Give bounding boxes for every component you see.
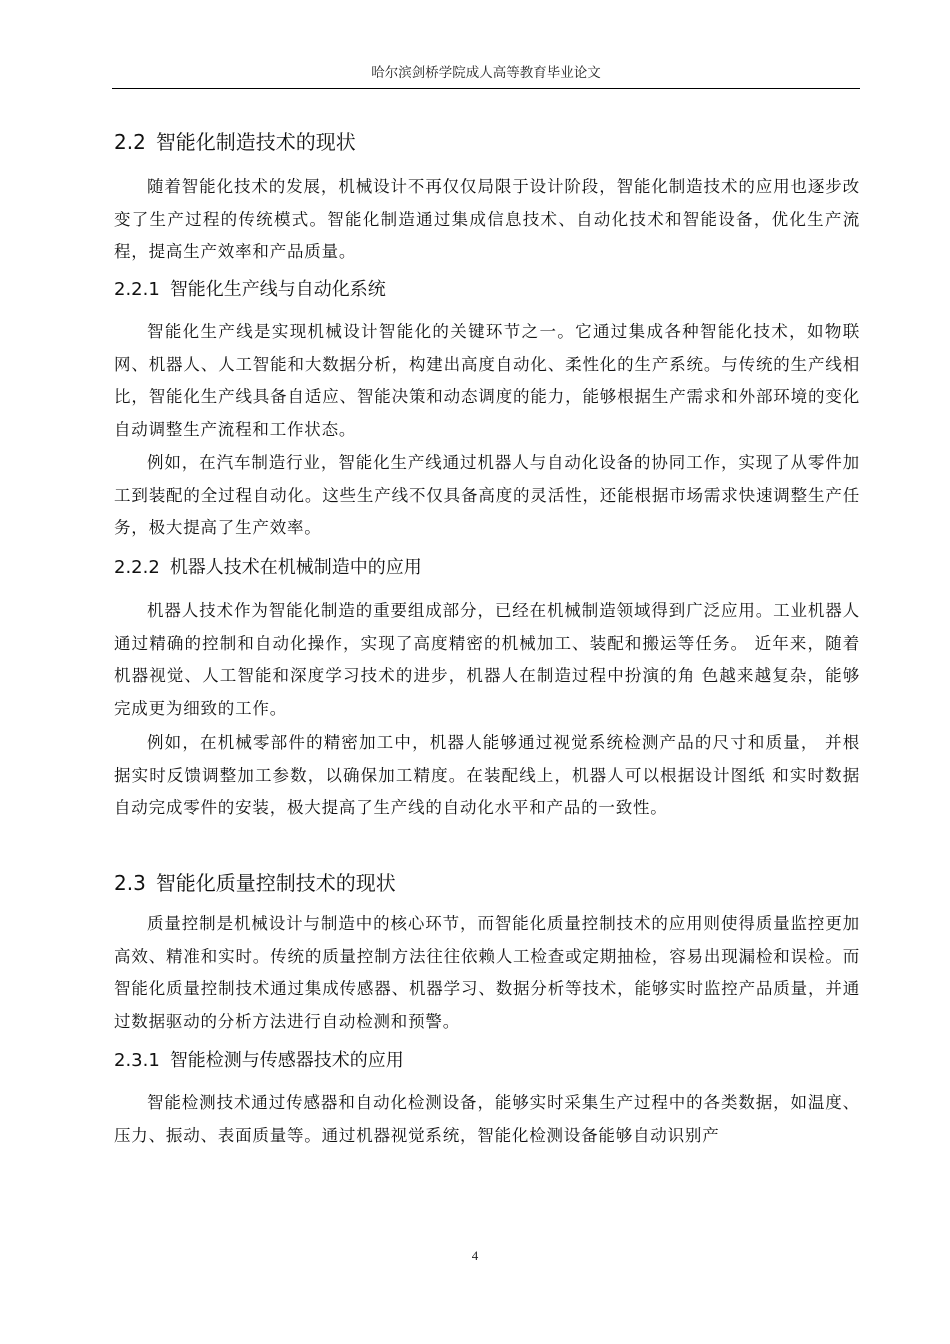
paragraph: 智能检测技术通过传感器和自动化检测设备，能够实时采集生产过程中的各类数据，如温度、压力、振动、表面质量等。通过机器视觉系统，智能化检测设备能够自动识别产 [114, 1093, 860, 1145]
section-heading-2-3 [114, 867, 396, 896]
page-number: 4 [471, 1248, 479, 1263]
section-heading-2-2-2 [114, 553, 422, 579]
section-number: 2.2.2 [114, 557, 160, 578]
section-heading-2-2 [114, 126, 356, 155]
section-title: 智能化生产线与自动化系统 [169, 279, 386, 300]
section-heading-2-3-1 [114, 1046, 404, 1072]
section-number: 2.3 [114, 871, 146, 895]
section-title: 智能化制造技术的现状 [155, 130, 356, 154]
paragraph: 例如，在汽车制造行业，智能化生产线通过机器人与自动化设备的协同工作，实现了从零件加工到装配的全过程自动化。这些生产线不仅具备高度的灵活性，还能根据市场需求快速调整生产任务，极大提高了生产效率。 [114, 453, 860, 537]
paragraph: 机器人技术作为智能化制造的重要组成部分，已经在机械制造领域得到广泛应用。工业机器人通过精确的控制和自动化操作，实现了高度精密的机械加工、装配和搬运等任务。 近年来，随着机器视觉、人工智能和深度学习技术的进步，机器人在制造过程中扮演的角 色越来越复杂，能够完成更为细致的工作。 [114, 601, 860, 718]
paragraph: 随着智能化技术的发展，机械设计不再仅仅局限于设计阶段，智能化制造技术的应用也逐步改变了生产过程的传统模式。智能化制造通过集成信息技术、自动化技术和智能设备，优化生产流程，提高生产效率和产品质量。 [114, 177, 860, 261]
section-number: 2.3.1 [114, 1050, 160, 1071]
paragraph: 智能化生产线是实现机械设计智能化的关键环节之一。它通过集成各种智能化技术，如物联网、机器人、人工智能和大数据分析，构建出高度自动化、柔性化的生产系统。与传统的生产线相比，智能化生产线具备自适应、智能决策和动态调度的能力，能够根据生产需求和外部环境的变化自动调整生产流程和工作状态。 [114, 322, 860, 439]
section-title: 智能检测与传感器技术的应用 [169, 1050, 404, 1071]
running-header: 哈尔滨剑桥学院成人高等教育毕业论文 [371, 65, 601, 81]
paragraph: 例如，在机械零部件的精密加工中，机器人能够通过视觉系统检测产品的尺寸和质量， 并根据实时反馈调整加工参数，以确保加工精度。在装配线上，机器人可以根据设计图纸 和实时数据自动完成零件的安装，极大提高了生产线的自动化水平和产品的一致性。 [114, 733, 860, 817]
section-number: 2.2 [114, 130, 146, 154]
section-heading-2-2-1 [114, 275, 386, 301]
section-number: 2.2.1 [114, 279, 160, 300]
section-title: 机器人技术在机械制造中的应用 [169, 557, 422, 578]
section-title: 智能化质量控制技术的现状 [155, 871, 396, 895]
header-divider [112, 88, 860, 89]
paragraph: 质量控制是机械设计与制造中的核心环节，而智能化质量控制技术的应用则使得质量监控更加高效、精准和实时。传统的质量控制方法往往依赖人工检查或定期抽检，容易出现漏检和误检。而智能化质量控制技术通过集成传感器、机器学习、数据分析等技术，能够实时监控产品质量，并通过数据驱动的分析方法进行自动检测和预警。 [114, 914, 860, 1031]
